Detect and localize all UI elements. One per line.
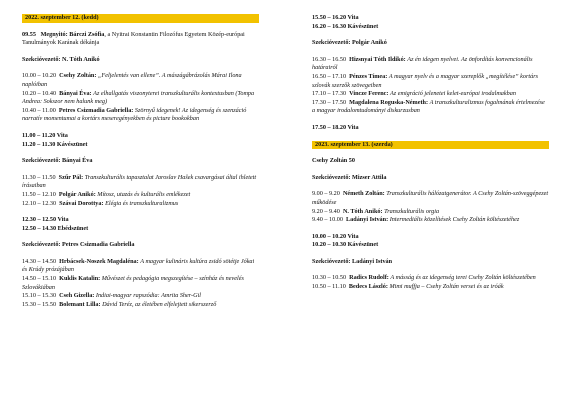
break-entry: 10.20 – 10.30 Kávészünet bbox=[312, 241, 379, 249]
talk-title: „Feljelentés van ellene”. A mászágábrázolás Márai Ilona naplóiban bbox=[22, 72, 242, 88]
talk-title: Elégia és transzkulturalizmus bbox=[105, 199, 179, 207]
talk-speaker: Polgár Anikó: bbox=[58, 190, 96, 198]
talk-speaker: Szűr Pál: bbox=[58, 173, 84, 181]
talk-entry bbox=[312, 216, 549, 225]
talk-time: 14.30 – 14.50 bbox=[22, 257, 57, 265]
talk-title: A magyar kulináris kultúra zsidó sötétje Jókai és Krúdy prózájában bbox=[22, 257, 255, 274]
talk-entry bbox=[312, 56, 549, 73]
talk-title: Az elhallgatás viszonyterei transzkulturális kontextusban (Tompa Andrea: Sokszor nem halunk meg) bbox=[22, 89, 255, 106]
talk-entry bbox=[22, 200, 259, 209]
moderator-1: Szekcióvezető: N. Tóth Anikó bbox=[22, 55, 100, 63]
talk-time: 17.10 – 17.30 bbox=[312, 90, 347, 98]
talk-speaker: Radics Rudolf: bbox=[349, 274, 389, 282]
session-4 bbox=[312, 56, 549, 116]
talk-time: 16.50 – 17.10 bbox=[312, 72, 347, 80]
talk-title: A másság és az idegenség terei Csehy Zoltán költészetében bbox=[390, 274, 536, 282]
day-header-1: 2022. szeptember 12. (kedd) bbox=[22, 14, 259, 23]
talk-title: A magyar nyelv és a magyar szereplők „megítélése” kortárs szlovák szerzők szövegeiben bbox=[312, 72, 539, 89]
session-3 bbox=[22, 258, 259, 310]
moderator-6: Szekcióvezető: Ladányi István bbox=[312, 257, 393, 265]
talk-entry bbox=[22, 191, 259, 200]
talk-title: Dávid Teréz, az életében elfelejtett sikerszerző bbox=[102, 300, 217, 308]
session-2 bbox=[22, 174, 259, 208]
talk-time: 9.20 – 9.40 bbox=[312, 207, 340, 215]
break-entry: 12.50 – 14.30 Ebédszünet bbox=[22, 224, 89, 232]
talk-time: 17.30 – 17.50 bbox=[312, 98, 347, 106]
talk-entry bbox=[22, 301, 259, 310]
talk-time: 9.00 – 9.20 bbox=[312, 190, 340, 198]
talk-entry bbox=[312, 283, 549, 292]
talk-speaker: Magdalena Roguska-Németh: bbox=[349, 98, 429, 106]
talk-title: Mimi muffja – Csehy Zoltán versei és az iróák bbox=[389, 283, 504, 291]
talk-title: Az emigráció jelenetei kelet-európai irodalmakban bbox=[390, 90, 516, 98]
talk-title: Transzkulturális orgia bbox=[384, 207, 440, 215]
talk-speaker: Szávai Dorottya: bbox=[59, 199, 104, 207]
talk-speaker: Kuklis Katalin: bbox=[59, 275, 101, 283]
event-title: Csehy Zoltán 50 bbox=[312, 157, 355, 165]
opening-entry bbox=[22, 31, 259, 48]
left-column bbox=[22, 14, 259, 309]
talk-speaker: Bolemant Lilla: bbox=[59, 300, 101, 308]
talk-entry bbox=[22, 258, 259, 275]
talk-time: 14.50 – 15.10 bbox=[22, 275, 57, 283]
talk-title: Az én idegen nyelvei. Az önfordítás konvencionális határairól bbox=[312, 55, 533, 72]
talk-speaker: Vincze Ferenc: bbox=[349, 90, 389, 98]
talk-entry bbox=[22, 107, 259, 124]
talk-time: 10.40 – 11.00 bbox=[22, 106, 56, 114]
talk-speaker: Hrbácsek-Noszek Magdaléna: bbox=[59, 257, 139, 265]
talk-entry bbox=[22, 90, 259, 107]
talk-entry bbox=[312, 190, 549, 207]
break-entry: 11.00 – 11.20 Vita bbox=[22, 131, 68, 139]
talk-entry bbox=[312, 274, 549, 283]
talk-entry bbox=[312, 73, 549, 90]
talk-time: 11.30 – 11.50 bbox=[22, 173, 56, 181]
talk-speaker: Németh Zoltán: bbox=[342, 190, 385, 198]
session-6 bbox=[312, 274, 549, 291]
talk-time: 10.30 – 10.50 bbox=[312, 274, 347, 282]
talk-title: Intermediális közelítések Csehy Zoltán költészetéhez bbox=[389, 216, 520, 224]
talk-time: 10.50 – 11.10 bbox=[312, 283, 346, 291]
talk-time: 10.00 – 10.20 bbox=[22, 72, 57, 80]
talk-time: 10.20 – 10.40 bbox=[22, 89, 57, 97]
talk-time: 12.10 – 12.30 bbox=[22, 199, 57, 207]
talk-speaker: Pénzes Tímea: bbox=[349, 72, 388, 80]
break-entry: 15.50 – 16.20 Vita bbox=[312, 14, 359, 21]
break-entry: 17.50 – 18.20 Vita bbox=[312, 123, 359, 131]
right-column bbox=[312, 14, 549, 292]
session-5 bbox=[312, 190, 549, 224]
talk-title: Transzkulturális hálózatgenerátor. A Csehy Zoltán-szöveggépezet működése bbox=[312, 190, 549, 206]
opening-lead: Megnyitó: Bárczi Zsófia bbox=[40, 30, 105, 38]
talk-title: Szörnyű idegenek! Az idegenség és szenzáció narratív momentumai a kortárs meseregényekben és picture bookokban bbox=[22, 106, 247, 123]
talk-time: 16.30 – 16.50 bbox=[312, 55, 347, 63]
talk-entry bbox=[22, 174, 259, 191]
talk-title: Művészet és pedagógia megszegítése – színház és nevelés Szlovákiában bbox=[22, 275, 244, 291]
talk-speaker: Petres Csizmadia Gabriella: bbox=[58, 106, 134, 114]
talk-speaker: N. Tóth Anikó: bbox=[342, 207, 383, 215]
talk-entry bbox=[22, 275, 259, 292]
talk-speaker: Hizsnyai Tóth Ildikó: bbox=[349, 55, 406, 63]
talk-time: 9.40 – 10.00 bbox=[312, 216, 343, 224]
opening-time: 09.55 bbox=[22, 30, 36, 38]
talk-time: 11.50 – 12.10 bbox=[22, 190, 56, 198]
talk-entry bbox=[312, 90, 549, 99]
moderator-2: Szekcióvezető: Bányai Éva bbox=[22, 157, 93, 165]
talk-entry bbox=[22, 292, 259, 301]
talk-speaker: Bányai Éva: bbox=[59, 89, 92, 97]
talk-speaker: Bedecs László: bbox=[348, 283, 388, 291]
talk-title: A transzkulturalizmus fogalmának értelmezése a magyar irodalomtudományi diskurzusban bbox=[312, 98, 545, 115]
talk-title: Transzkulturális tapasztalat Jaroslav Hašek csavargásai által ihletett írásaiban bbox=[22, 173, 257, 190]
talk-title: Mítosz, utazás és kulturális emlékezet bbox=[97, 190, 191, 198]
day-header-2: 2023. szeptember 13. (szerda) bbox=[312, 141, 549, 150]
opening-rest: , a Nyitrai Konstantin Filozófus Egyetem Közép-európai Tanulmányok Karának dékánja bbox=[22, 30, 245, 47]
moderator-5: Szekcióvezető: Mizser Attila bbox=[312, 173, 387, 181]
talk-time: 15.10 – 15.30 bbox=[22, 292, 57, 300]
session-1 bbox=[22, 72, 259, 124]
talk-speaker: Cseh Gizella: bbox=[59, 292, 95, 300]
break-entry: 12.30 – 12.50 Vita bbox=[22, 216, 69, 224]
talk-entry bbox=[312, 99, 549, 116]
break-entry: 11.20 – 11.30 Kávészünet bbox=[22, 140, 88, 148]
moderator-4: Szekcióvezető: Polgár Anikó bbox=[312, 39, 387, 47]
talk-speaker: Ladányi István: bbox=[346, 216, 389, 224]
moderator-3: Szekcióvezető: Petres Csizmadia Gabriella bbox=[22, 241, 135, 249]
talk-speaker: Csehy Zoltán: bbox=[59, 72, 97, 80]
talk-entry bbox=[312, 208, 549, 217]
talk-entry bbox=[22, 72, 259, 89]
talk-time: 15.30 – 15.50 bbox=[22, 300, 57, 308]
break-entry: 10.00 – 10.20 Vita bbox=[312, 232, 359, 240]
talk-title: Indiai-magyar rapszódia: Amrita Sher-Gil bbox=[95, 292, 202, 300]
break-entry: 16.20 – 16.30 Kávészünet bbox=[312, 22, 379, 30]
